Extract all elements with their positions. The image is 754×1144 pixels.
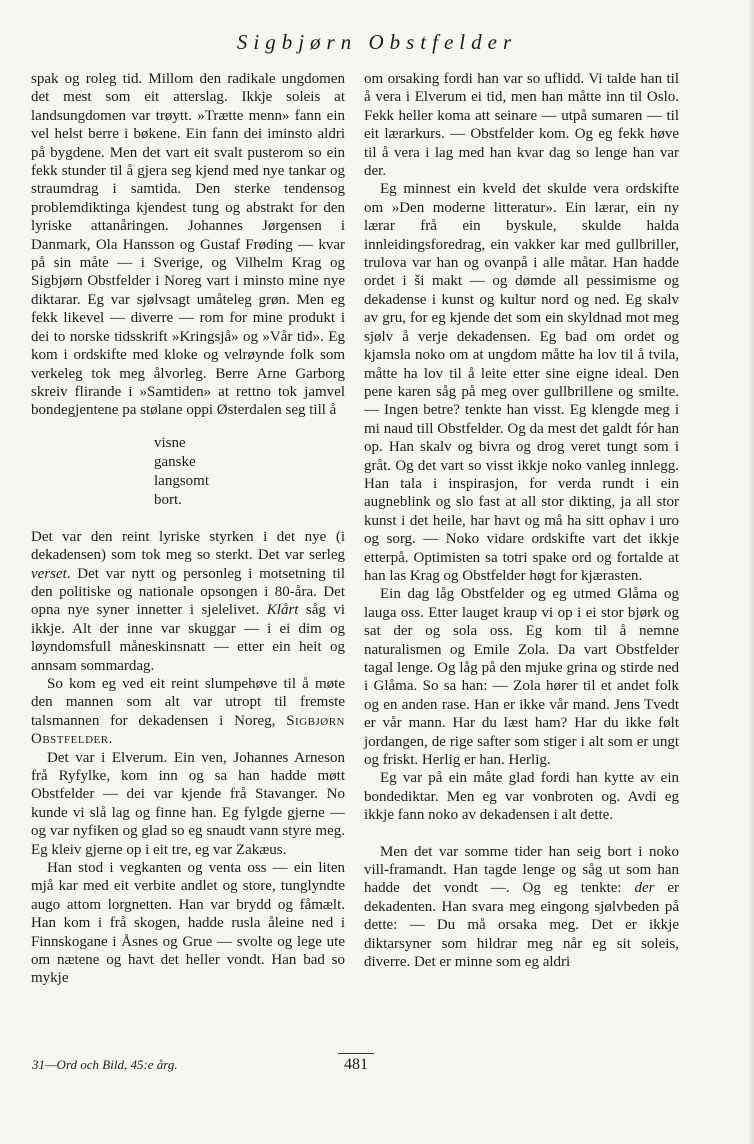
poem-excerpt (154, 434, 345, 510)
paragraph: Ein dag låg Obstfelder og eg utmed Glåma og lauga oss. Etter lauget kraup vi op i ei stor bjørk og sat der og sola oss. Eg kom til å nemne naturalismen og Emile Zola. Da vart Obstfelder tagal lenge. Og låg på den mjuke grina og stirde ned i Glåma. So sa han: — Zola hører til et andet folk og en anden rase. Han er ikke vår mand. Jens Tvedt er vår mann. Har du læst ham? Har du ikke følt jordangen, de rige safter som stiger i alt som er ungt og friskt. Herlig er han. Herlig. (364, 586, 679, 769)
page-edge-shadow (748, 0, 754, 1144)
poem-line: bort. (154, 491, 182, 508)
section-gap (364, 825, 679, 843)
paragraph: Eg var på ein måte glad fordi han kytte av ein bondediktar. Men eg var vonbroten og. Avdi eg ikkje fann noko av dekadensen i alt dette. (364, 770, 679, 824)
paragraph: Det var den reint lyriske styrken i det nye (i dekadensen) som tok meg so sterkt. Det var serleg verset. Det var nytt og personleg i motsetning til den politiske og nationale opsongen i 80-åra. Det opna nye syner innetter i sjelelivet. Klårt såg vi ikkje. Alt der inne var skuggar — i ei dim og løyndomsfull måneskinsnatt — etter ein heit og annsam sommardag. (31, 528, 345, 674)
author-name: Sigbjørn Obstfelder (31, 712, 345, 748)
emphasis-verset: verset (31, 565, 67, 582)
poem-line: ganske (154, 453, 196, 470)
emphasis-klart: Klårt (266, 602, 299, 619)
emphasis-der: der (634, 880, 655, 897)
paragraph: Han stod i vegkanten og venta oss — ein liten mjå kar med eit verbite andlet og store, tunglyndte augo attom lorgnetten. Han var brydd og fåmælt. Han kom i frå skogen, hadde rusla åleine ned i Finnskogane i Åsnes og Grue — svolte og lege ute om nætene og havt det heller vondt. Han bad so mykje (31, 860, 345, 987)
page-number: 481 (338, 1053, 374, 1074)
running-title: Sigbjørn Obstfelder (236, 30, 518, 54)
paragraph: om orsaking fordi han var so uflidd. Vi talde han til å vera i Elverum ei tid, men han måtte inn til Oslo. Fekk heller koma att seinare — utpå sumaren — til eit lærarkurs. — Obstfelder kom. Og eg fekk høve til å vera i lag med han kvar dag so lenge han var der. (364, 71, 679, 180)
poem-line: visne (154, 434, 186, 451)
paragraph: Eg minnest ein kveld det skulde vera ordskifte om »Den moderne litteratur». Ein lærar, ein ny lærar frå ein byskule, skulde halda innleidingsforedrag, ein vakker kar med gullbriller, trulova var han og ovanpå i alle måtar. Han hadde ordet i ši makt — og dømde all pessimisme og dekadense i kunst og kultur nord og ned. Eg skalv av gru, for eg kjende det som ein skyldnad mot meg sjølv å verje dekadensen. Eg bad om ordet og kjamsla noko om at ungdom måtte ha lov til å tvila, måtte ha lov til å leite etter sine eigne ideal. Den pene karen såg på meg over gullbrillene og smilte. — Ingen betre? tenkte han visst. Eg klengde meg i mi naud till Obstfelder. Og da mest det galdt fór han op. Han skalv og bivra og drog veret tungt som i gråt. Og det vart so visst ikkje noko vanleg innlegg. Han tala i inspirasjon, for verda rundt i ein augneblink og slo fast at all stor dikting, ja all stor kunst i det heile, har havt og må ha sitt ophav i uro og sorg. — Noko vidare ordskifte vart det ikkje etterpå. Optimisten sa totri spake ord og fortalde at han las Krag og Obstfelder høgt for kjærasten. (364, 181, 679, 584)
right-column (364, 70, 679, 972)
paragraph: Det var i Elverum. Ein ven, Johannes Arneson frå Ryfylke, kom inn og sa han hadde møtt Obstfelder — dei var kjende frå Stavanger. No kunde vi slå lag og finne han. Eg fylgde gjerne — og var nyfiken og glad so eg snaudt vann styre meg. Eg kleiv gjerne op i eit tre, eg var Zakæus. (31, 749, 345, 858)
paragraph: So kom eg ved eit reint slumpehøve til å møte den mannen som alt var utropt til fremste talsmannen for dekadensen i Noreg, Sigbjørn Obstfelder. (31, 675, 345, 748)
poem-line: langsomt (154, 472, 209, 489)
paragraph: Men det var somme tider han seig bort i noko vill-framandt. Han tagde lenge og såg ut som han hadde det vondt —. Og eg tenkte: der er dekadenten. Han svara meg eingong sjølvbeden på dette: — Du må orsaka meg. Det er ikkje diktarsyner som hildrar meg når eg sit soleis, diverre. Det er minne som eg aldri (364, 843, 679, 971)
left-column (31, 70, 345, 988)
footer-source: 31—Ord och Bild, 45:e årg. (32, 1057, 178, 1072)
paragraph: spak og roleg tid. Millom den radikale ungdomen det mest som eit atterslag. Ikkje soleis at landsungdomen var trøytt. »Trætte menn» fann ein vel helst berre i bøkene. Ein fann dei iminsto aldri på bygdene. Men det vart eit svalt pusterom so ein fekk stunder til å gjera seg kjend med nye tankar og straumdrag i samtida. Den sterke tendensog problemdiktinga kjendest tung og abstrakt for den lyriske attanåringen. Johannes Jørgensen i Danmark, Ola Hansson og Gustaf Frøding — kvar på sin måte — i Sverige, og Vilhelm Krag og Sigbjørn Obstfelder i Noreg vart i minsto mine nye diktarar. Eg var sjølvsagt umåteleg grøn. Men eg fekk likevel — diverre — rom for mine produkt i dei to norske tidsskrift »Kringsjå» og »Vår tid». Eg kom i ordskifte med kloke og velrøynde folk som verkeleg tok meg ålvorleg. Berre Arne Garborg skreiv flirande i »Samtiden» at rettno tok jamvel bondegjentene pa stølane oppi Østerdalen seg till å (31, 71, 345, 419)
